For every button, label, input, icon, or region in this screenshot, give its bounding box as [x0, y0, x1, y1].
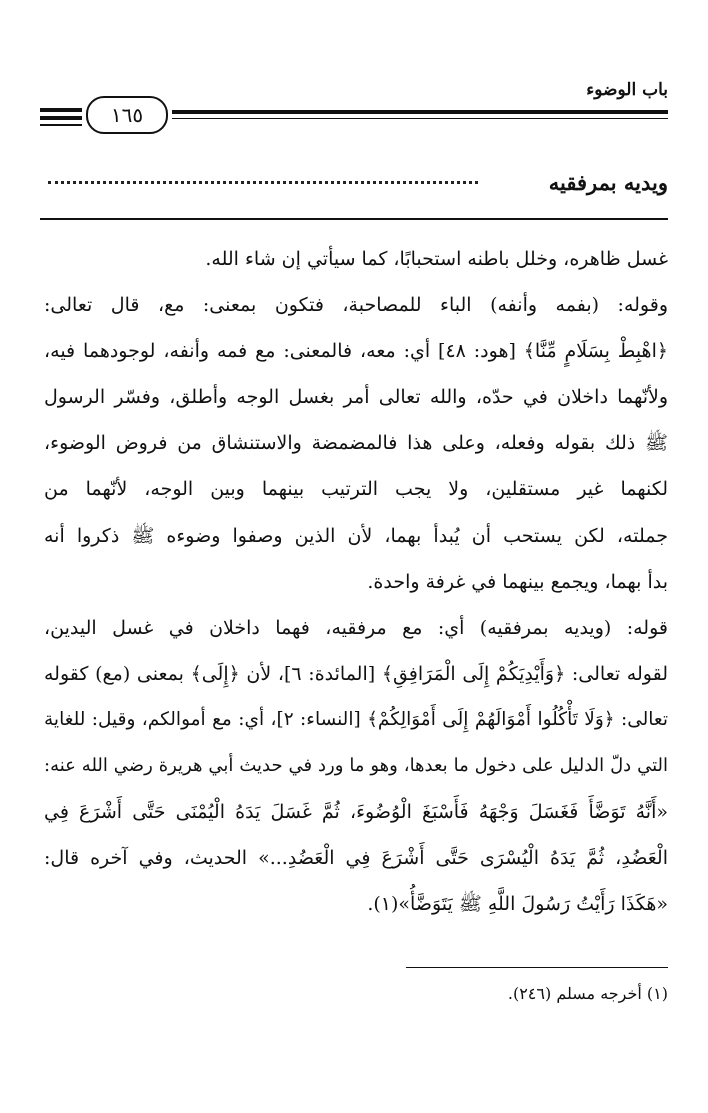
body-line: «هَكَذَا رَأَيْتُ رَسُولَ اللَّهِ ﷺ يَتَوَضَّأُ»(١).	[367, 893, 668, 916]
body-line: لقوله تعالى: ﴿وَأَيْدِيَكُمْ إِلَى الْمَرَافِقِ﴾ [المائدة: ٦]، لأن ﴿إِلَى﴾ بمعنى (مع) كقوله	[44, 662, 668, 685]
page-number: ١٦٥	[86, 96, 168, 134]
header-left-rule-mid	[40, 116, 82, 120]
heading-dot-leader	[48, 181, 478, 184]
body-line: بدأ بهما، ويجمع بينهما في غرفة واحدة.	[367, 570, 668, 593]
body-line: ﴿اهْبِطْ بِسَلَامٍ مِّنَّا﴾ [هود: ٤٨] أي: معه، فالمعنى: مع فمه وأنفه، لوجودهما فيه،	[44, 340, 668, 363]
body-line: التي دلّ الدليل على دخول ما بعدها، وهو ما ورد في حديث أبي هريرة رضي الله عنه:	[44, 755, 668, 777]
header-rule-thick	[172, 110, 668, 114]
header-left-rule-thick	[40, 108, 82, 112]
body-line: وقوله: (بفمه وأنفه) الباء للمصاحبة، فتكون بمعنى: مع، قال تعالى:	[44, 294, 668, 317]
heading-rule	[40, 218, 668, 220]
body-line: جملته، لكن يستحب أن يُبدأ بهما، لأن الذين وصفوا وضوءه ﷺ ذكروا أنه	[44, 524, 668, 547]
body-line: تعالى: ﴿وَلَا تَأْكُلُوا أَمْوَالَهُمْ إِلَى أَمْوَالِكُمْ﴾ [النساء: ٢]، أي: مع أموالكم، وقيل: للغاية	[44, 708, 668, 730]
footnote-rule	[406, 967, 668, 968]
header-left-rule-thin	[40, 124, 82, 126]
body-line: غسل ظاهره، وخلل باطنه استحبابًا، كما سيأتي إن شاء الله.	[205, 248, 668, 270]
section-heading: ويديه بمرفقيه	[548, 170, 668, 195]
body-text	[44, 236, 668, 927]
body-line: الْعَضُدِ، ثُمَّ يَدَهُ الْيُسْرَى حَتَّى أَشْرَعَ فِي الْعَضُدِ...» الحديث، وفي آخره قال:	[44, 847, 668, 870]
body-line: ﷺ ذلك بقوله وفعله، وعلى هذا فالمضمضة والاستنشاق من فروض الوضوء،	[44, 432, 668, 455]
footnote: (١) أخرجه مسلم (٢٤٦).	[507, 984, 668, 1003]
running-header-title: باب الوضوء	[586, 80, 668, 100]
header-rule-thin	[172, 118, 668, 119]
body-line: لكنهما غير مستقلين، ولا يجب الترتيب بينهما وبين الوجه، لأنّهما من	[44, 478, 668, 501]
body-line: قوله: (ويديه بمرفقيه) أي: مع مرفقيه، فهما داخلان في غسل اليدين،	[44, 616, 668, 639]
body-line: «أَنَّهُ تَوَضَّأَ فَغَسَلَ وَجْهَهُ فَأَسْبَغَ الْوُضُوءَ، ثُمَّ غَسَلَ يَدَهُ الْيُمْنَى حَتَّى أَشْرَعَ فِي	[44, 801, 668, 824]
body-line: ولأنّهما داخلان في حدّه، والله تعالى أمر بغسل الوجه وأطلق، وفسّر الرسول	[44, 386, 668, 409]
